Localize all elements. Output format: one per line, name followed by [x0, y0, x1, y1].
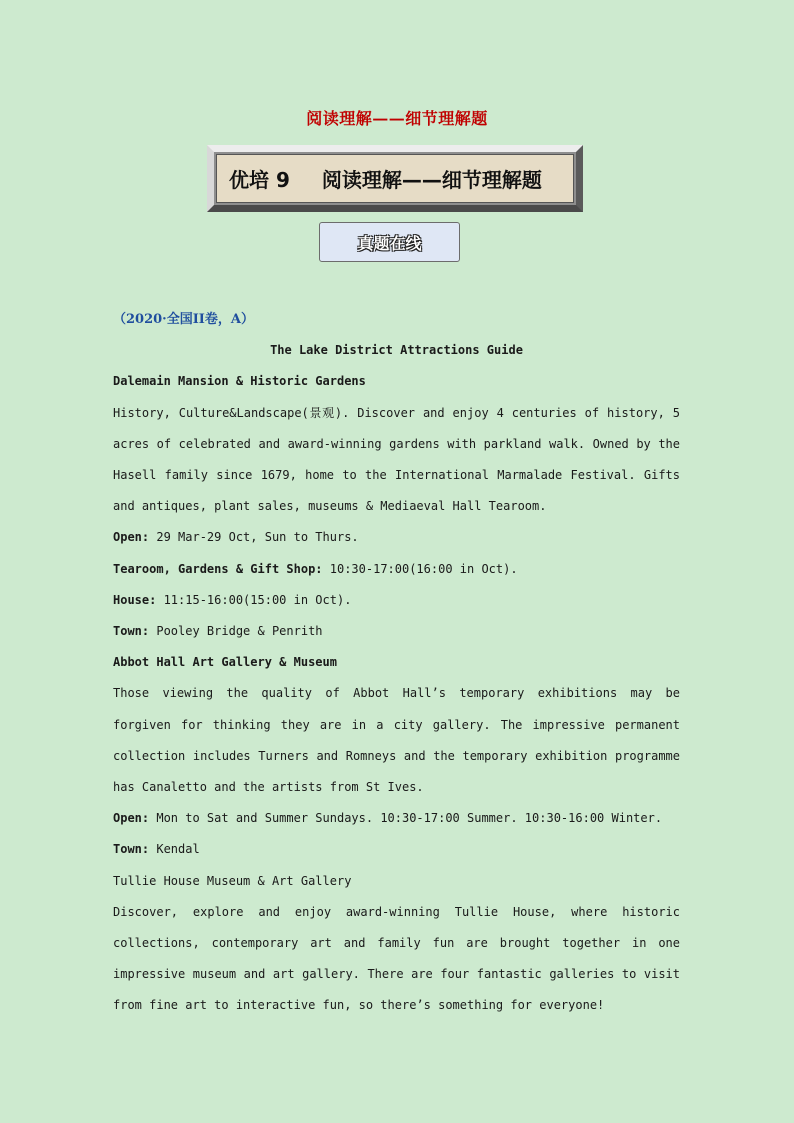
attraction-2-open — [113, 803, 680, 834]
attraction-1-open — [113, 522, 680, 553]
question-source: （2020·全国II卷，A） — [113, 312, 254, 327]
banner-label — [216, 154, 574, 203]
attraction-2-description: Those viewing the quality of Abbot Hall’s temporary exhibitions may be forgiven for thinking they are in a city gallery. The impressive permanent collection includes Turners and Romneys and the temporary exhibition programme has Canaletto and the artists from St Ives. — [113, 686, 680, 795]
attraction-1-name: Dalemain Mansion & Historic Gardens — [113, 374, 366, 389]
attraction-3-description: Discover, explore and enjoy award-winning Tullie House, where historic collections, contemporary art and family fun are brought together in one impressive museum and art gallery. There are four fantastic galleries to visit from fine art to interactive fun, so there’s something for everyone! — [113, 904, 680, 1013]
tearoom-value: 10:30-17:00(16:00 in Oct). — [322, 561, 518, 576]
article — [113, 304, 680, 1022]
town-label: Town: — [113, 842, 150, 857]
town-value: Kendal — [149, 842, 200, 857]
attraction-1-tearoom — [113, 554, 680, 585]
open-label: Open: — [113, 530, 150, 545]
section-banner — [207, 145, 583, 212]
banner-number: 优培 9 — [229, 168, 290, 192]
attraction-1-town — [113, 616, 680, 647]
banner-text: 阅读理解——细节理解题 — [321, 168, 542, 192]
open-value: 29 Mar-29 Oct, Sun to Thurs. — [149, 530, 359, 545]
page-title: 阅读理解——细节理解题 — [306, 109, 488, 128]
attraction-2-name: Abbot Hall Art Gallery & Museum — [113, 655, 337, 670]
open-label: Open: — [113, 811, 150, 826]
attraction-2-town — [113, 834, 680, 865]
house-label: House: — [113, 592, 157, 607]
attraction-3-name: Tullie House Museum & Art Gallery — [113, 873, 352, 888]
attraction-1-house — [113, 585, 680, 616]
house-value: 11:15-16:00(15:00 in Oct). — [156, 592, 352, 607]
guide-title: The Lake District Attractions Guide — [270, 343, 523, 358]
town-label: Town: — [113, 624, 150, 639]
tearoom-label: Tearoom, Gardens & Gift Shop: — [113, 561, 323, 576]
town-value: Pooley Bridge & Penrith — [149, 624, 323, 639]
real-question-tag: 真题在线 — [319, 222, 460, 262]
open-value: Mon to Sat and Summer Sundays. 10:30-17:00 Summer. 10:30-16:00 Winter. — [149, 811, 663, 826]
attraction-1-description: History, Culture&Landscape(景观). Discover and enjoy 4 centuries of history, 5 acres of celebrated and award-winning gardens with parkland walk. Owned by the Hasell family since 1679, home to the International Marmalade Festival. Gifts and antiques, plant sales, museums & Mediaeval Hall Tearoom. — [113, 405, 680, 514]
